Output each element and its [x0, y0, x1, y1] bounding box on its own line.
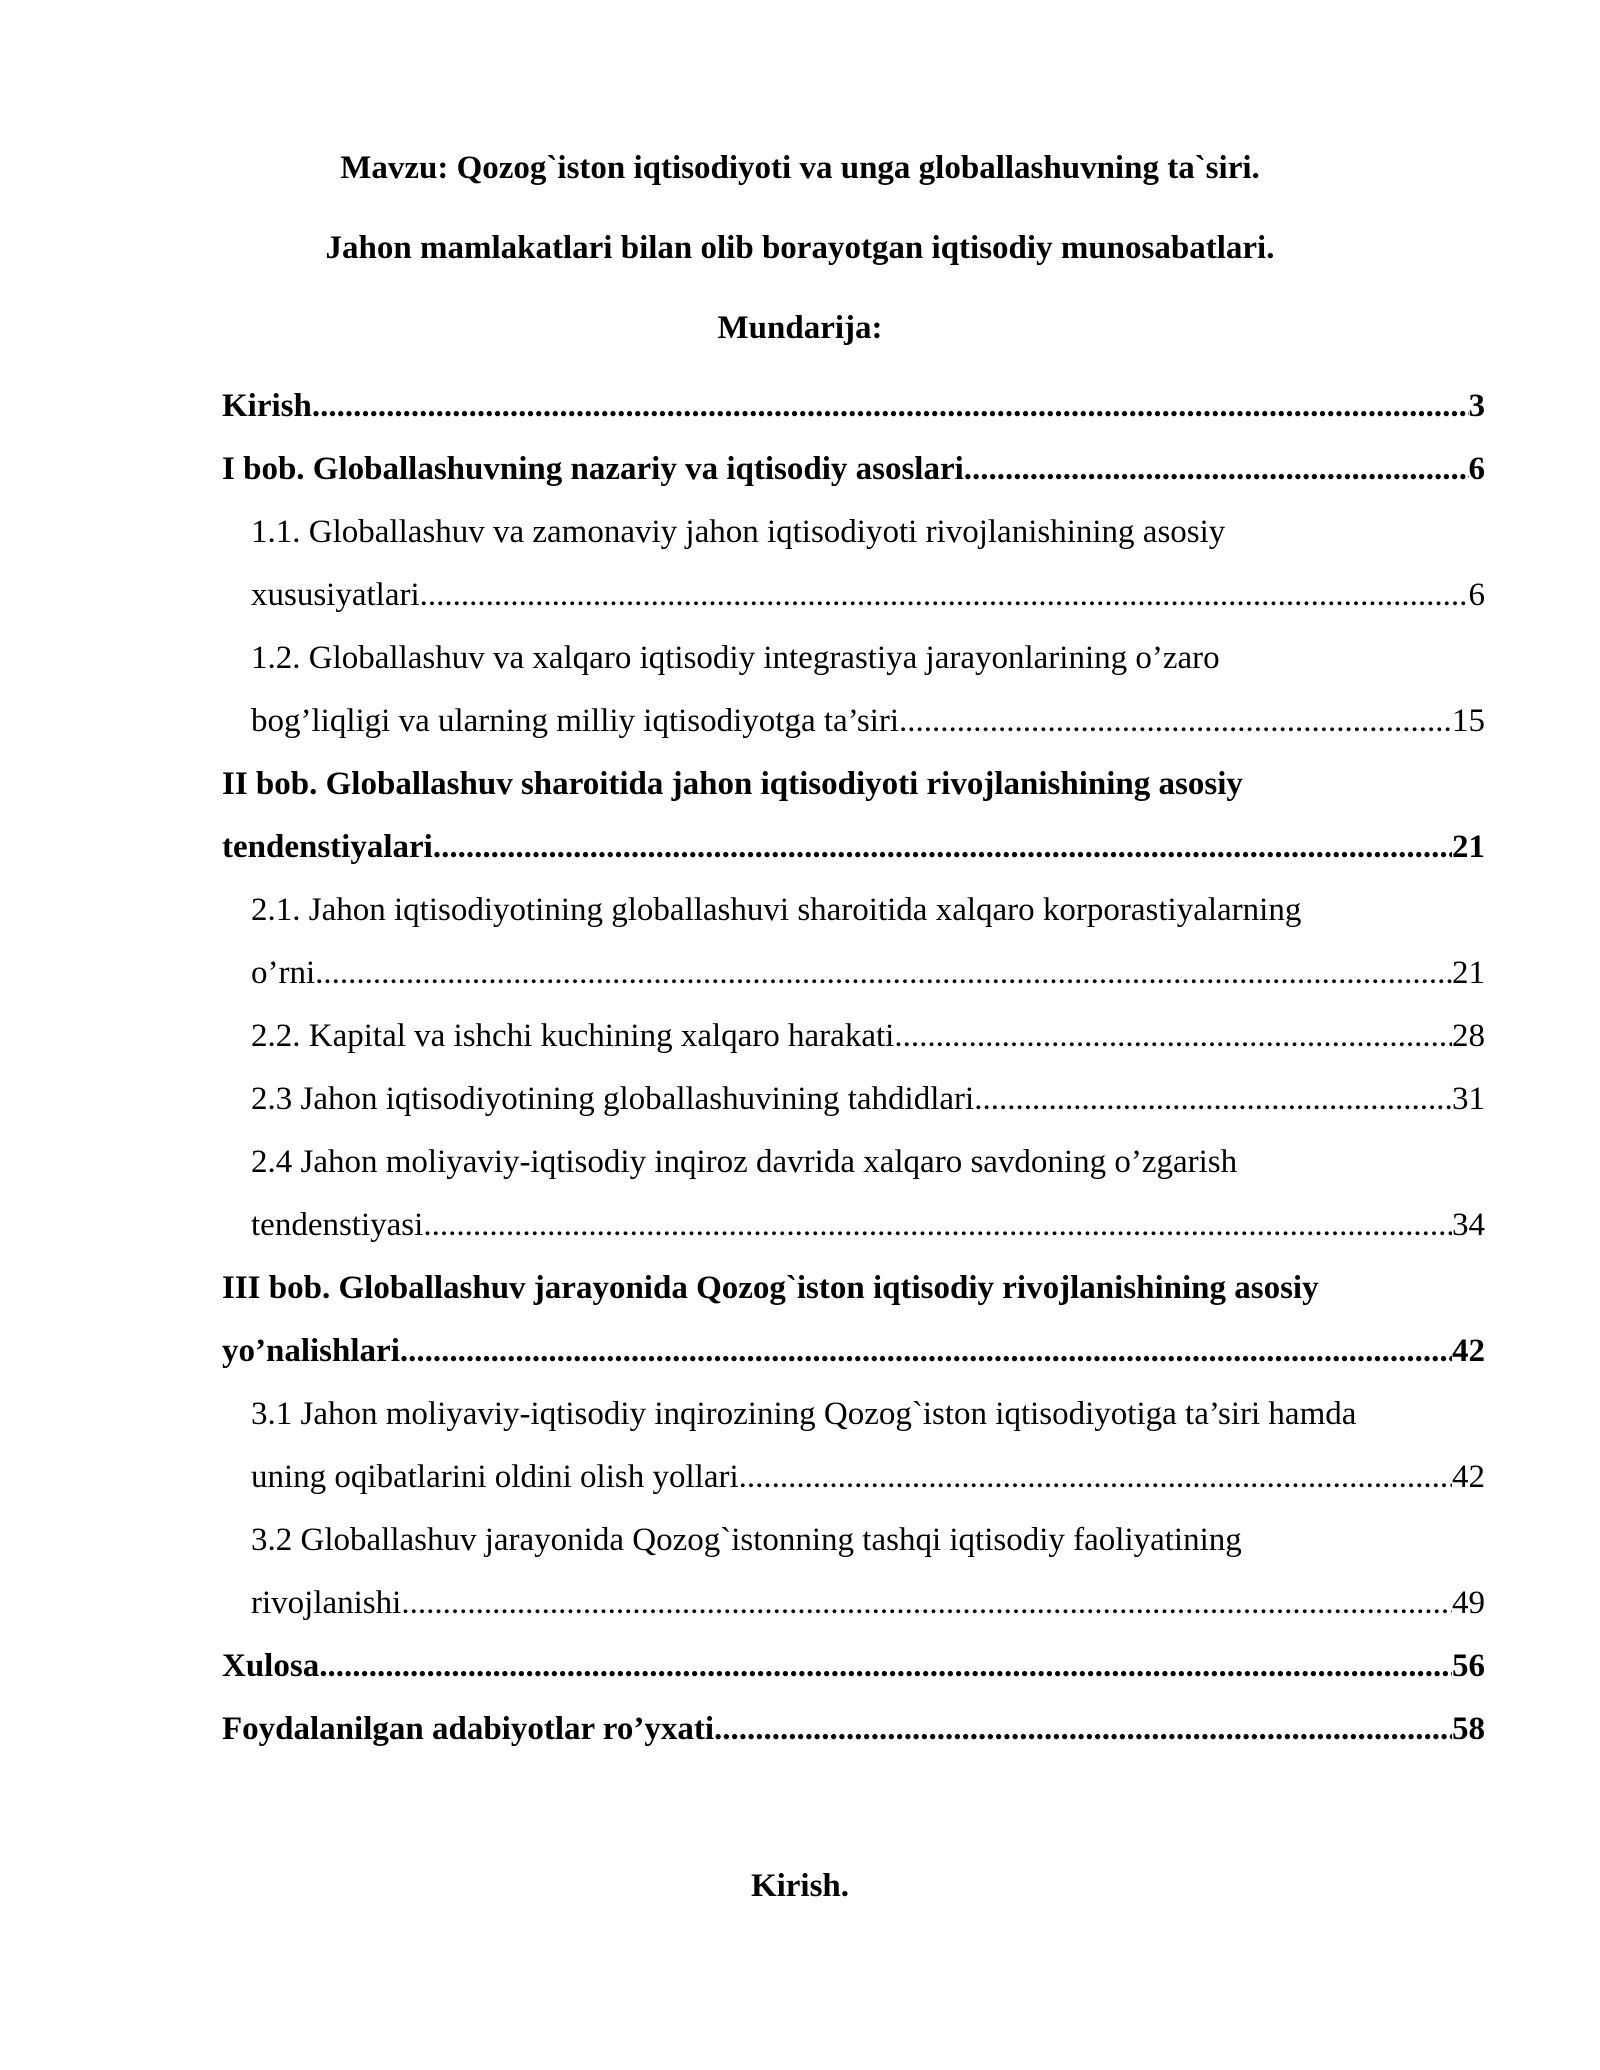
toc-entry-label: rivojlanishi [251, 1585, 402, 1621]
toc-page-number: 21 [1452, 955, 1485, 991]
dot-leader [315, 953, 1452, 993]
toc-entry-label: tendenstiyasi [251, 1207, 424, 1243]
toc-entry-label: uning oqibatlarini oldini olish yollari [251, 1459, 739, 1495]
dot-leader [312, 386, 1469, 426]
toc-entry-section-1-2[interactable] [251, 701, 1485, 741]
toc-entry-section-3-2[interactable] [251, 1583, 1485, 1623]
section-heading-kirish: Kirish. [750, 1868, 850, 1904]
toc-entry-xulosa[interactable] [222, 1646, 1485, 1686]
toc-page-number: 3 [1468, 388, 1485, 424]
toc-entry-label: 2.2. Kapital va ishchi kuchining xalqaro harakati [251, 1018, 895, 1054]
toc-page-number: 56 [1452, 1648, 1485, 1684]
toc-entry-label: 2.3 Jahon iqtisodiyotining globallashuvining tahdidlari [251, 1081, 975, 1117]
toc-page-number: 6 [1468, 451, 1485, 487]
toc-entry-section-2-2[interactable] [251, 1016, 1485, 1056]
toc-page-number: 58 [1452, 1711, 1485, 1747]
dot-leader [739, 1457, 1452, 1497]
dot-leader [974, 1079, 1452, 1119]
toc-page-number: 6 [1468, 577, 1485, 613]
toc-page-number: 31 [1452, 1081, 1485, 1117]
dot-leader [400, 1331, 1452, 1371]
document-subtitle: Jahon mamlakatlari bilan olib borayotgan iqtisodiy munosabatlari. [325, 230, 1275, 266]
dot-leader [894, 1016, 1452, 1056]
toc-entry-chapter-3[interactable] [222, 1331, 1485, 1371]
toc-entry-section-1-1[interactable] [251, 575, 1485, 615]
toc-entry-section-3-1-line1[interactable]: 3.1 Jahon moliyaviy-iqtisodiy inqirozining Qozog`iston iqtisodiyotiga ta’siri hamda [251, 1396, 1357, 1432]
toc-entry-section-1-2-line1[interactable]: 1.2. Globallashuv va xalqaro iqtisodiy integrastiya jarayonlarining o’zaro [251, 640, 1220, 676]
toc-entry-chapter-2-line1[interactable]: II bob. Globallashuv sharoitida jahon iqtisodiyoti rivojlanishining asosiy [222, 766, 1243, 802]
toc-entry-references[interactable] [222, 1709, 1485, 1749]
toc-page-number: 21 [1452, 829, 1485, 865]
dot-leader [423, 1205, 1452, 1245]
dot-leader [433, 827, 1452, 867]
dot-leader [964, 449, 1469, 489]
toc-page-number: 42 [1452, 1333, 1485, 1369]
toc-page-number: 28 [1452, 1018, 1485, 1054]
toc-entry-section-2-4[interactable] [251, 1205, 1485, 1245]
toc-page-number: 15 [1452, 703, 1485, 739]
toc-entry-label: Xulosa [222, 1648, 320, 1684]
toc-entry-label: xususiyatlari [251, 577, 420, 613]
toc-entry-label: Foydalanilgan adabiyotlar ro’yxati [222, 1711, 715, 1747]
toc-page-number: 42 [1452, 1459, 1485, 1495]
toc-entry-label: Kirish [222, 388, 312, 424]
dot-leader [714, 1709, 1452, 1749]
toc-entry-label: bog’liqligi va ularning milliy iqtisodiyotga ta’siri [251, 703, 900, 739]
toc-entry-section-2-3[interactable] [251, 1079, 1485, 1119]
toc-entry-chapter-2[interactable] [222, 827, 1485, 867]
toc-entry-kirish[interactable] [222, 386, 1485, 426]
toc-entry-section-2-1-line1[interactable]: 2.1. Jahon iqtisodiyotining globallashuvi sharoitida xalqaro korporastiyalarning [251, 892, 1302, 928]
toc-entry-label: o’rni [251, 955, 316, 991]
toc-entry-section-2-1[interactable] [251, 953, 1485, 993]
toc-entry-section-1-1-line1[interactable]: 1.1. Globallashuv va zamonaviy jahon iqtisodiyoti rivojlanishining asosiy [251, 514, 1226, 550]
toc-entry-label: I bob. Globallashuvning nazariy va iqtisodiy asoslari [222, 451, 964, 487]
toc-page-number: 34 [1452, 1207, 1485, 1243]
dot-leader [420, 575, 1469, 615]
dot-leader [401, 1583, 1452, 1623]
dot-leader [319, 1646, 1452, 1686]
toc-entry-section-2-4-line1[interactable]: 2.4 Jahon moliyaviy-iqtisodiy inqiroz davrida xalqaro savdoning o’zgarish [251, 1144, 1238, 1180]
toc-page-number: 49 [1452, 1585, 1485, 1621]
toc-entry-chapter-3-line1[interactable]: III bob. Globallashuv jarayonida Qozog`iston iqtisodiy rivojlanishining asosiy [222, 1270, 1319, 1306]
toc-entry-section-3-2-line1[interactable]: 3.2 Globallashuv jarayonida Qozog`istonning tashqi iqtisodiy faoliyatining [251, 1522, 1242, 1558]
dot-leader [899, 701, 1452, 741]
toc-entry-chapter-1[interactable] [222, 449, 1485, 489]
topic-title: Mavzu: Qozog`iston iqtisodiyoti va unga globallashuvning ta`siri. [340, 150, 1260, 186]
toc-entry-label: tendenstiyalari [222, 829, 433, 865]
toc-entry-label: yo’nalishlari [222, 1333, 400, 1369]
toc-entry-section-3-1[interactable] [251, 1457, 1485, 1497]
toc-heading: Mundarija: [717, 310, 883, 346]
